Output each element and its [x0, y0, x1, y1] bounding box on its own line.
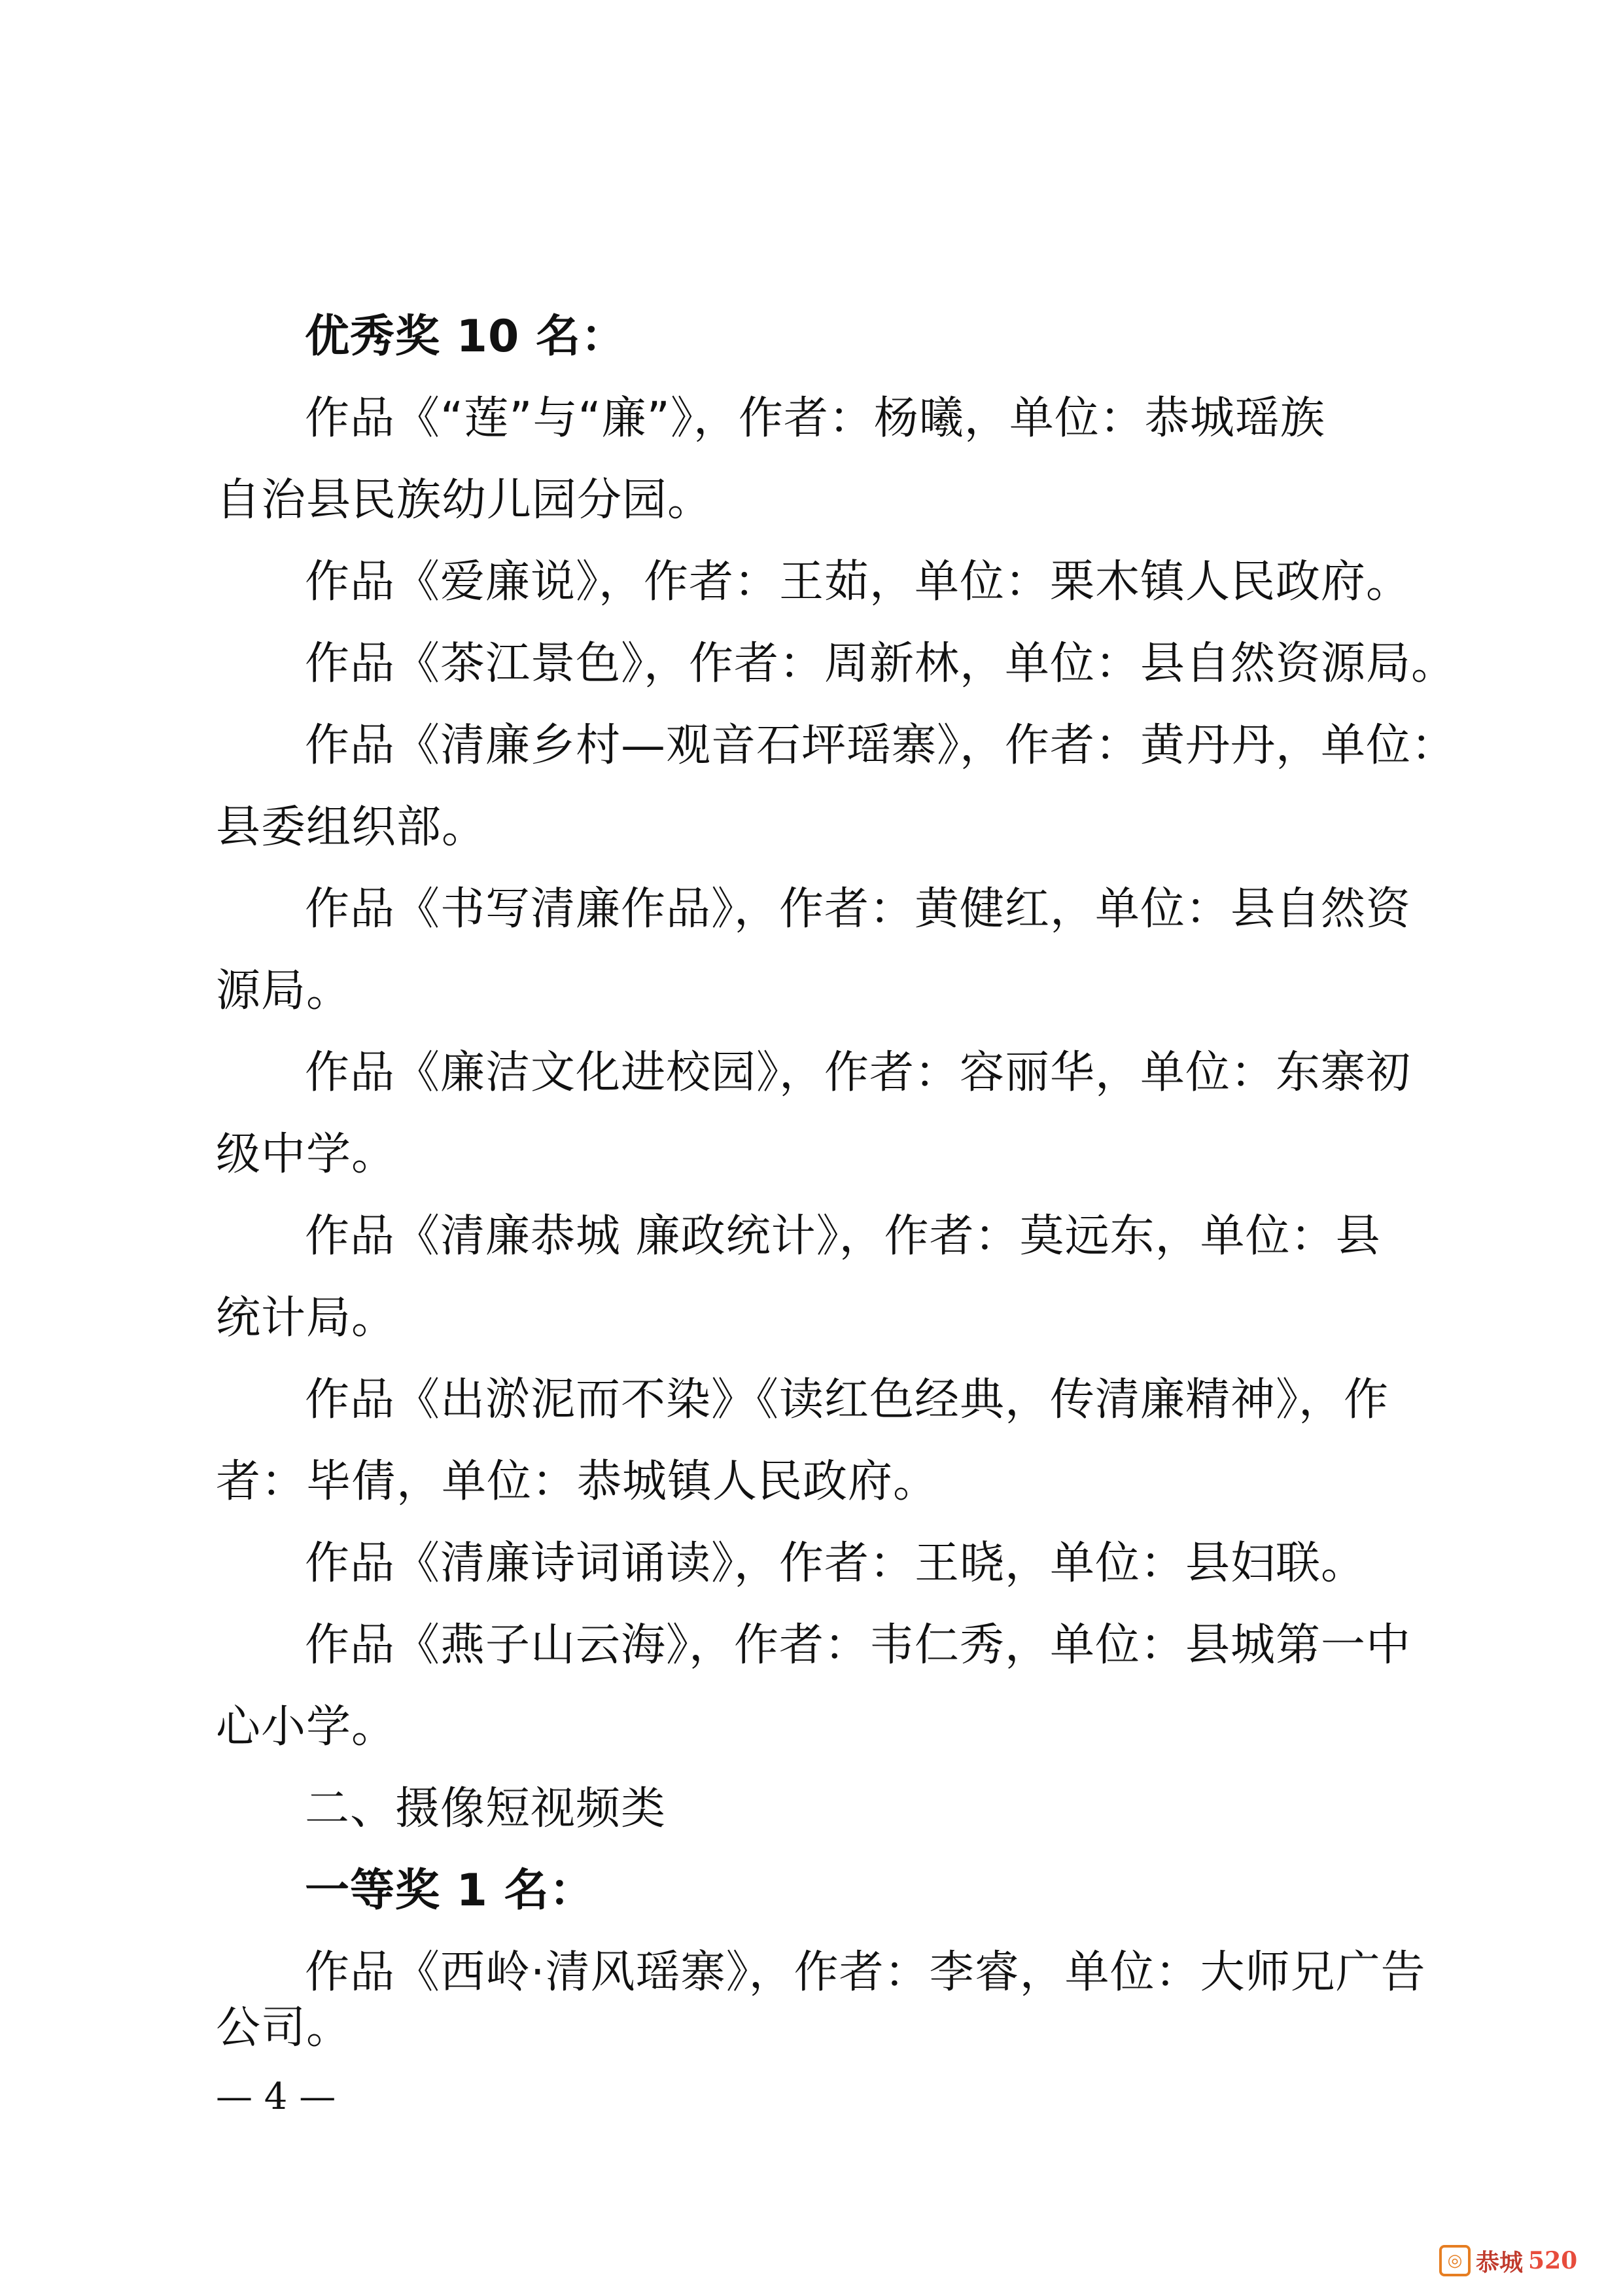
- entry-line: 作品《爱廉说》，作者：王茹，单位：栗木镇人民政府。: [305, 556, 1412, 608]
- entry-line: 公司。: [216, 2002, 352, 2054]
- entry-line: 作品《出淤泥而不染》《读红色经典，传清廉精神》，作: [305, 1374, 1389, 1426]
- award-heading-first-prize: 一等奖 1 名：: [305, 1865, 595, 1916]
- page-number: — 4 —: [216, 2075, 336, 2118]
- entry-line: 作品《清廉乡村—观音石坪瑶寨》，作者：黄丹丹，单位：: [305, 720, 1457, 771]
- watermark-number: 520: [1528, 2247, 1578, 2274]
- entry-line: 作品《“莲”与“廉”》，作者：杨曦，单位：恭城瑶族: [305, 393, 1325, 444]
- entry-line: 心小学。: [216, 1701, 397, 1753]
- entry-line: 作品《廉洁文化进校园》，作者：容丽华，单位：东寨初: [305, 1047, 1412, 1099]
- entry-line: 县委组织部。: [216, 802, 487, 853]
- entry-line: 作品《西岭·清风瑶寨》，作者：李睿，单位：大师兄广告: [305, 1947, 1426, 1998]
- section-heading-video: 二、摄像短视频类: [305, 1783, 667, 1835]
- watermark: [1439, 2238, 1609, 2284]
- entry-line: 作品《清廉诗词诵读》，作者：王晓，单位：县妇联。: [305, 1538, 1367, 1589]
- entry-line: 作品《燕子山云海》，作者：韦仁秀，单位：县城第一中: [305, 1619, 1412, 1671]
- entry-line: 源局。: [216, 965, 352, 1017]
- entry-line: 作品《茶江景色》，作者：周新林，单位：县自然资源局。: [305, 638, 1457, 690]
- entry-line: 自治县民族幼儿园分园。: [216, 474, 713, 526]
- entry-line: 统计局。: [216, 1292, 397, 1344]
- entry-line: 作品《清廉恭城 廉政统计》，作者：莫远东，单位：县: [305, 1210, 1381, 1262]
- award-heading-excellence: 优秀奖 10 名：: [305, 311, 626, 362]
- watermark-logo-icon: ◎: [1439, 2245, 1471, 2276]
- watermark-brand: 恭城: [1476, 2248, 1524, 2276]
- entry-line: 者：毕倩，单位：恭城镇人民政府。: [216, 1456, 939, 1508]
- entry-line: 级中学。: [216, 1129, 397, 1180]
- entry-line: 作品《书写清廉作品》，作者：黄健红，单位：县自然资: [305, 883, 1412, 935]
